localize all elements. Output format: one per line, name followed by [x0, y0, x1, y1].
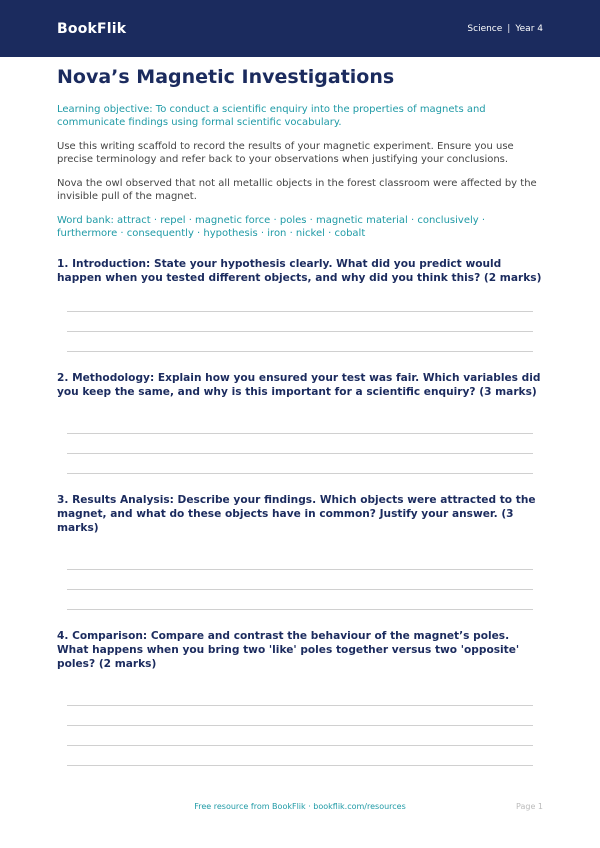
brand-logo[interactable]: BookFlik: [57, 20, 127, 37]
answer-line[interactable]: [67, 765, 533, 766]
header-meta: [467, 24, 543, 34]
answer-line[interactable]: [67, 351, 533, 352]
question-2: 2. Methodology: Explain how you ensured your test was fair. Which variables did you keep the same, and why is this important for a scientific enquiry? (3 marks): [57, 372, 541, 398]
answer-lines-3[interactable]: [57, 569, 543, 610]
answer-line[interactable]: [67, 725, 533, 726]
header-separator: |: [507, 23, 511, 34]
answer-line[interactable]: [67, 745, 533, 746]
story-context: Nova the owl observed that not all metallic objects in the forest classroom were affected by the invisible pull of the magnet.: [57, 178, 537, 202]
year-label: Year 4: [515, 23, 543, 34]
page-footer: [0, 802, 600, 814]
answer-line[interactable]: [67, 473, 533, 474]
subject-label: Science: [467, 23, 503, 34]
answer-lines-2[interactable]: [57, 433, 543, 474]
instructions: Use this writing scaffold to record the results of your magnetic experiment. Ensure you use precise terminology and refer back to your observations when justifying your conclusions.: [57, 141, 514, 165]
question-4: 4. Comparison: Compare and contrast the behaviour of the magnet’s poles. What happens when you bring two 'like' poles together versus two 'opposite' poles? (2 marks): [57, 630, 520, 670]
answer-line[interactable]: [67, 311, 533, 312]
page-title: Nova’s Magnetic Investigations: [57, 66, 395, 88]
worksheet-content: [0, 66, 600, 766]
answer-line[interactable]: [67, 589, 533, 590]
answer-line[interactable]: [67, 569, 533, 570]
page-header: [0, 0, 600, 57]
question-1: 1. Introduction: State your hypothesis clearly. What did you predict would happen when you tested different objects, and why did you think this? (2 marks): [57, 258, 542, 284]
answer-lines-4[interactable]: [57, 705, 543, 766]
footer-link[interactable]: Free resource from BookFlik · bookflik.com/resources: [194, 802, 406, 811]
answer-line[interactable]: [67, 331, 533, 332]
answer-lines-1[interactable]: [57, 311, 543, 352]
learning-objective: Learning objective: To conduct a scientific enquiry into the properties of magnets and communicate findings using formal scientific vocabulary.: [57, 104, 486, 128]
question-3: 3. Results Analysis: Describe your findings. Which objects were attracted to the magnet, and what do these objects have in common? Justify your answer. (3 marks): [57, 494, 536, 534]
answer-line[interactable]: [67, 453, 533, 454]
page-number: Page 1: [516, 802, 543, 811]
answer-line[interactable]: [67, 433, 533, 434]
answer-line[interactable]: [67, 705, 533, 706]
word-bank: Word bank: attract · repel · magnetic force · poles · magnetic material · conclusively · furthermore · consequently · hypothesis · iron · nickel · cobalt: [57, 215, 486, 239]
answer-line[interactable]: [67, 609, 533, 610]
